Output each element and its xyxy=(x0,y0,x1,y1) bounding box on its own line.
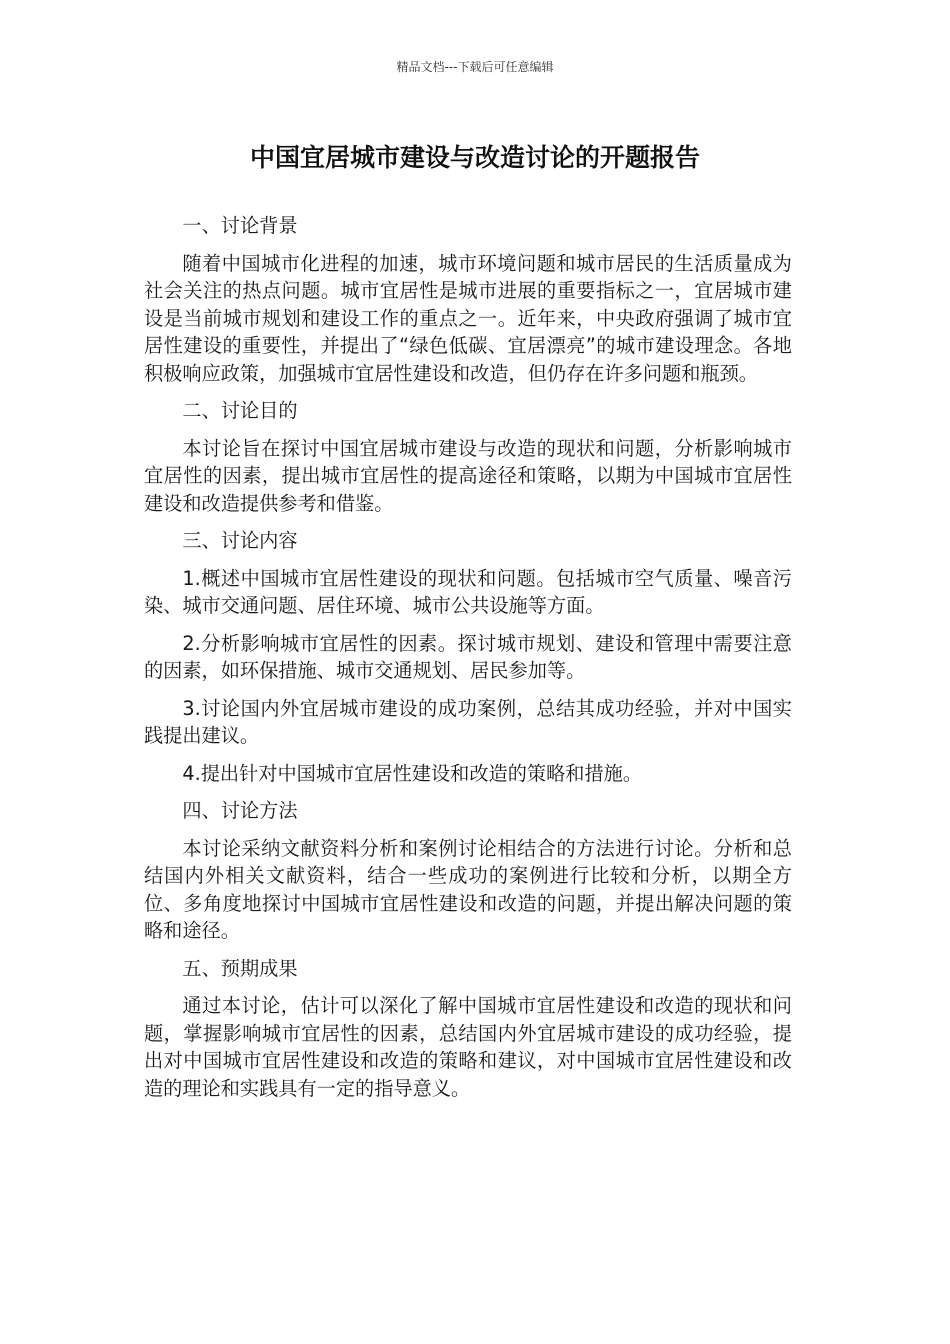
section-heading: 三、讨论内容 xyxy=(182,529,298,552)
list-item: 2.分析影响城市宜居性的因素。探讨城市规划、建设和管理中需要注意的因素，如环保措施、城市交通规划、居民参加等。 xyxy=(144,631,792,682)
section-heading: 二、讨论目的 xyxy=(182,399,298,422)
body-paragraph: 随着中国城市化进程的加速，城市环境问题和城市居民的生活质量成为社会关注的热点问题。城市宜居性是城市进展的重要指标之一，宜居城市建设是当前城市规划和建设工作的重点之一。近年来，中央政府强调了城市宜居性建设的重要性，并提出了“绿色低碳、宜居漂亮”的城市建设理念。各地积极响应政策，加强城市宜居性建设和改造，但仍存在许多问题和瓶颈。 xyxy=(144,251,792,385)
section-heading: 五、预期成果 xyxy=(182,956,298,980)
document-title: 中国宜居城市建设与改造讨论的开题报告 xyxy=(249,143,700,172)
list-item: 4.提出针对中国城市宜居性建设和改造的策略和措施。 xyxy=(182,761,643,785)
section-heading: 一、讨论背景 xyxy=(182,214,298,237)
body-paragraph: 通过本讨论，估计可以深化了解中国城市宜居性建设和改造的现状和问题，掌握影响城市宜居性的因素，总结国内外宜居城市建设的成功经验，提出对中国城市宜居性建设和改造的策略和建议，对中国城市宜居性建设和改造的理论和实践具有一定的指导意义。 xyxy=(144,994,792,1100)
header-note: 精品文档---下载后可任意编辑 xyxy=(396,60,554,74)
list-item: 1.概述中国城市宜居性建设的现状和问题。包括城市空气质量、噪音污染、城市交通问题、居住环境、城市公共设施等方面。 xyxy=(144,566,792,617)
list-item: 3.讨论国内外宜居城市建设的成功案例，总结其成功经验，并对中国实践提出建议。 xyxy=(144,696,792,747)
body-paragraph: 本讨论采纳文献资料分析和案例讨论相结合的方法进行讨论。分析和总结国内外相关文献资料，结合一些成功的案例进行比较和分析，以期全方位、多角度地探讨中国城市宜居性建设和改造的问题，并提出解决问题的策略和途径。 xyxy=(144,836,792,942)
document-body xyxy=(144,212,792,1112)
body-paragraph: 本讨论旨在探讨中国宜居城市建设与改造的现状和问题，分析影响城市宜居性的因素，提出城市宜居性的提高途径和策略，以期为中国城市宜居性建设和改造提供参考和借鉴。 xyxy=(144,436,792,515)
section-heading: 四、讨论方法 xyxy=(182,799,298,822)
